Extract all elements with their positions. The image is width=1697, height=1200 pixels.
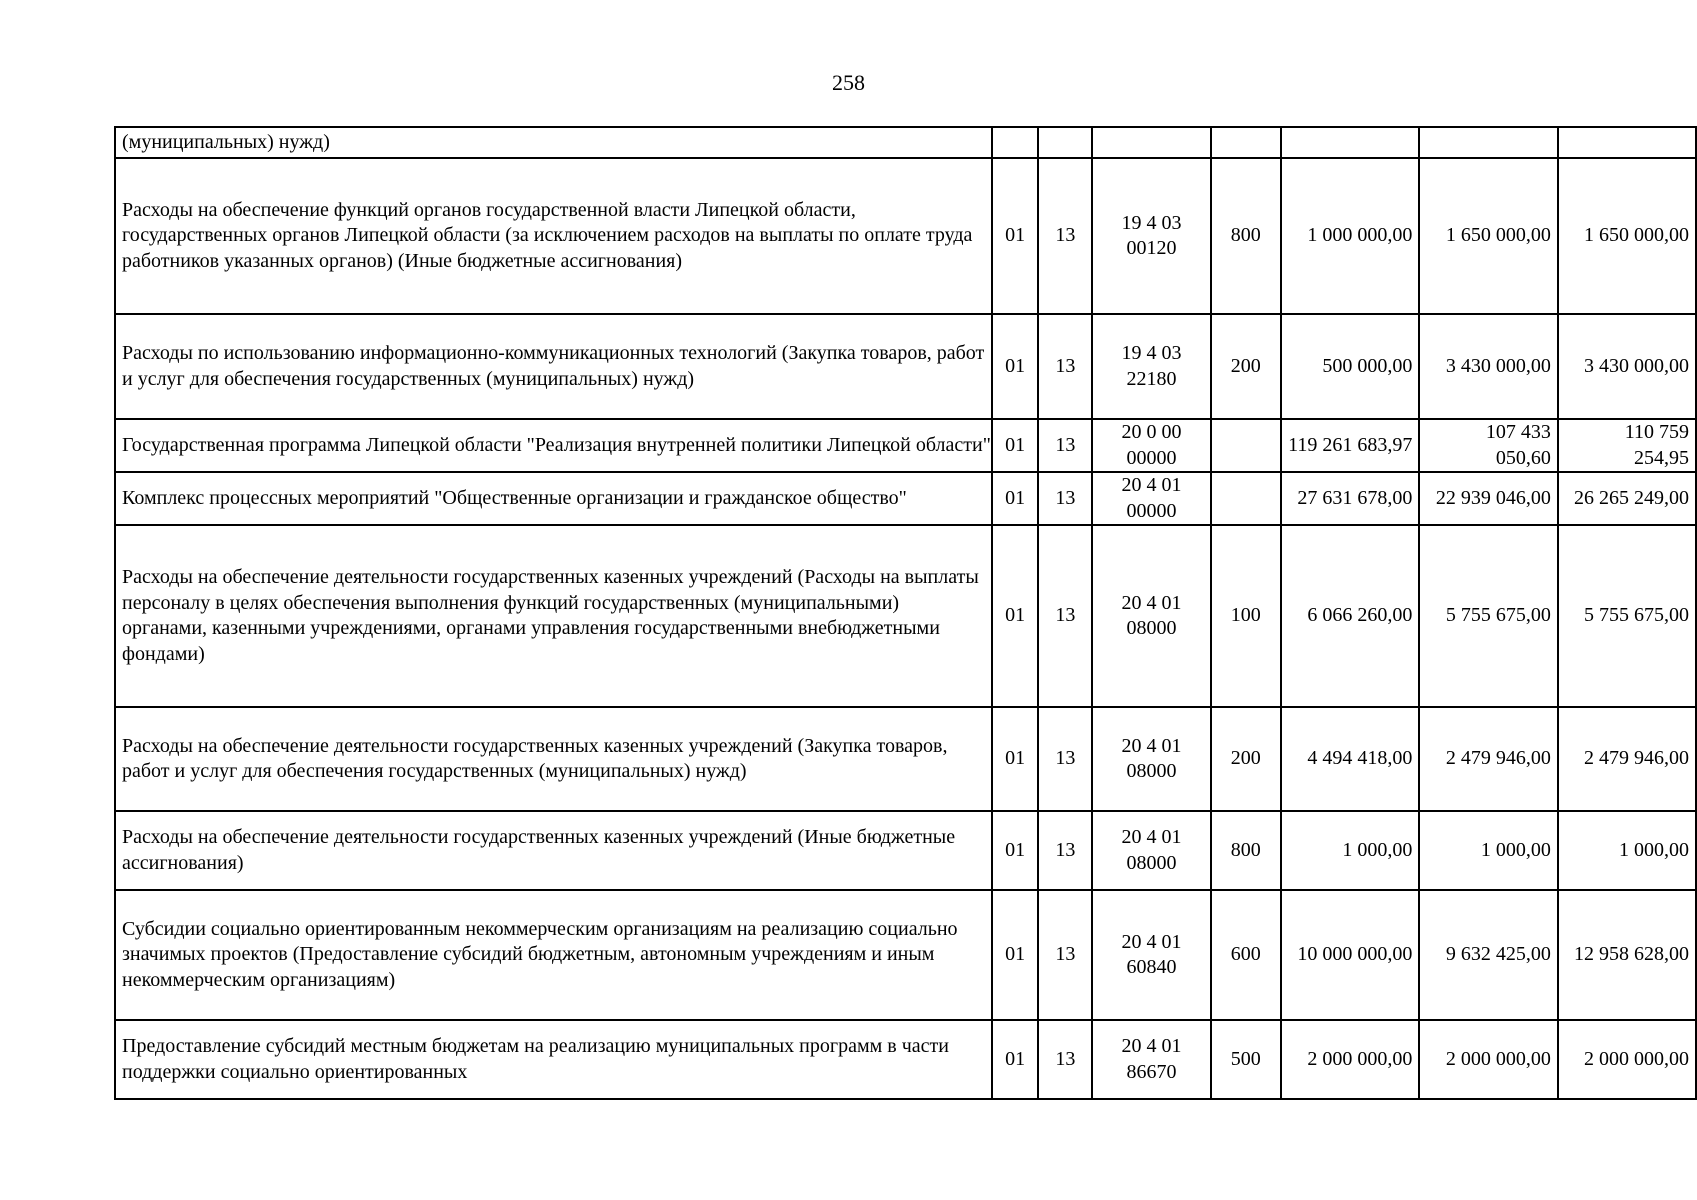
subsection-code: 13 [1038, 1020, 1092, 1099]
amount-year-3: 26 265 249,00 [1558, 472, 1696, 525]
subsection-code: 13 [1038, 314, 1092, 419]
amount-year-3: 110 759 254,95 [1558, 419, 1696, 472]
section-code: 01 [992, 1020, 1039, 1099]
amount-year-3: 5 755 675,00 [1558, 525, 1696, 707]
expense-type-code: 800 [1211, 158, 1281, 314]
subsection-code [1038, 127, 1092, 158]
target-item-code: 20 4 01 08000 [1092, 525, 1210, 707]
amount-year-2: 5 755 675,00 [1419, 525, 1558, 707]
row-description: Расходы на обеспечение деятельности государственных казенных учреждений (Иные бюджетные ассигнования) [115, 811, 992, 890]
target-item-code [1092, 127, 1210, 158]
row-description: (муниципальных) нужд) [115, 127, 992, 158]
expense-type-code: 200 [1211, 314, 1281, 419]
table-row [115, 811, 1696, 890]
expense-type-code: 200 [1211, 707, 1281, 811]
amount-year-1: 27 631 678,00 [1281, 472, 1420, 525]
row-description: Комплекс процессных мероприятий "Общественные организации и гражданское общество" [115, 472, 992, 525]
table-row [115, 525, 1696, 707]
subsection-code: 13 [1038, 811, 1092, 890]
row-description: Расходы по использованию информационно-коммуникационных технологий (Закупка товаров, работ и услуг для обеспечения государственных (муниципальных) нужд) [115, 314, 992, 419]
row-description: Государственная программа Липецкой области "Реализация внутренней политики Липецкой области" [115, 419, 992, 472]
row-description: Расходы на обеспечение функций органов государственной власти Липецкой области, государственных органов Липецкой области (за исключением расходов на выплаты по оплате труда работников указанных органов) (Иные бюджетные ассигнования) [115, 158, 992, 314]
amount-year-2: 9 632 425,00 [1419, 890, 1558, 1020]
subsection-code: 13 [1038, 525, 1092, 707]
amount-year-1: 10 000 000,00 [1281, 890, 1420, 1020]
row-description: Субсидии социально ориентированным некоммерческим организациям на реализацию социально значимых проектов (Предоставление субсидий бюджетным, автономным учреждениям и иным некоммерческим организациям) [115, 890, 992, 1020]
subsection-code: 13 [1038, 419, 1092, 472]
subsection-code: 13 [1038, 707, 1092, 811]
section-code: 01 [992, 158, 1039, 314]
subsection-code: 13 [1038, 158, 1092, 314]
expense-type-code: 500 [1211, 1020, 1281, 1099]
amount-year-1: 1 000,00 [1281, 811, 1420, 890]
section-code: 01 [992, 707, 1039, 811]
expense-type-code [1211, 472, 1281, 525]
table-row [115, 890, 1696, 1020]
target-item-code: 19 4 03 22180 [1092, 314, 1210, 419]
expense-type-code: 100 [1211, 525, 1281, 707]
section-code: 01 [992, 811, 1039, 890]
table-row [115, 127, 1696, 158]
amount-year-2: 1 650 000,00 [1419, 158, 1558, 314]
amount-year-3 [1558, 127, 1696, 158]
table-row [115, 472, 1696, 525]
target-item-code: 20 4 01 08000 [1092, 811, 1210, 890]
expense-type-code [1211, 127, 1281, 158]
budget-table [114, 126, 1697, 1100]
target-item-code: 20 4 01 86670 [1092, 1020, 1210, 1099]
amount-year-1: 119 261 683,97 [1281, 419, 1420, 472]
amount-year-3: 2 479 946,00 [1558, 707, 1696, 811]
section-code [992, 127, 1039, 158]
amount-year-1 [1281, 127, 1420, 158]
amount-year-1: 6 066 260,00 [1281, 525, 1420, 707]
expense-type-code: 600 [1211, 890, 1281, 1020]
page-number: 258 [832, 70, 865, 95]
section-code: 01 [992, 419, 1039, 472]
amount-year-2 [1419, 127, 1558, 158]
target-item-code: 19 4 03 00120 [1092, 158, 1210, 314]
amount-year-1: 500 000,00 [1281, 314, 1420, 419]
table-row [115, 1020, 1696, 1099]
table-row [115, 158, 1696, 314]
target-item-code: 20 4 01 08000 [1092, 707, 1210, 811]
amount-year-3: 1 650 000,00 [1558, 158, 1696, 314]
subsection-code: 13 [1038, 890, 1092, 1020]
amount-year-2: 3 430 000,00 [1419, 314, 1558, 419]
amount-year-2: 2 000 000,00 [1419, 1020, 1558, 1099]
section-code: 01 [992, 472, 1039, 525]
amount-year-1: 1 000 000,00 [1281, 158, 1420, 314]
table-row [115, 314, 1696, 419]
amount-year-3: 3 430 000,00 [1558, 314, 1696, 419]
amount-year-2: 1 000,00 [1419, 811, 1558, 890]
row-description: Расходы на обеспечение деятельности государственных казенных учреждений (Закупка товаров, работ и услуг для обеспечения государственных (муниципальных) нужд) [115, 707, 992, 811]
amount-year-3: 2 000 000,00 [1558, 1020, 1696, 1099]
row-description: Расходы на обеспечение деятельности государственных казенных учреждений (Расходы на выплаты персоналу в целях обеспечения выполнения функций государственных (муниципальными) органами, казенными учреждениями, органами управления государственными внебюджетными фондами) [115, 525, 992, 707]
subsection-code: 13 [1038, 472, 1092, 525]
table-row [115, 707, 1696, 811]
section-code: 01 [992, 525, 1039, 707]
amount-year-2: 2 479 946,00 [1419, 707, 1558, 811]
table-row [115, 419, 1696, 472]
expense-type-code [1211, 419, 1281, 472]
expense-type-code: 800 [1211, 811, 1281, 890]
target-item-code: 20 4 01 00000 [1092, 472, 1210, 525]
amount-year-1: 2 000 000,00 [1281, 1020, 1420, 1099]
amount-year-3: 12 958 628,00 [1558, 890, 1696, 1020]
amount-year-1: 4 494 418,00 [1281, 707, 1420, 811]
section-code: 01 [992, 314, 1039, 419]
row-description: Предоставление субсидий местным бюджетам на реализацию муниципальных программ в части поддержки социально ориентированных [115, 1020, 992, 1099]
amount-year-2: 107 433 050,60 [1419, 419, 1558, 472]
section-code: 01 [992, 890, 1039, 1020]
target-item-code: 20 0 00 00000 [1092, 419, 1210, 472]
target-item-code: 20 4 01 60840 [1092, 890, 1210, 1020]
amount-year-2: 22 939 046,00 [1419, 472, 1558, 525]
amount-year-3: 1 000,00 [1558, 811, 1696, 890]
